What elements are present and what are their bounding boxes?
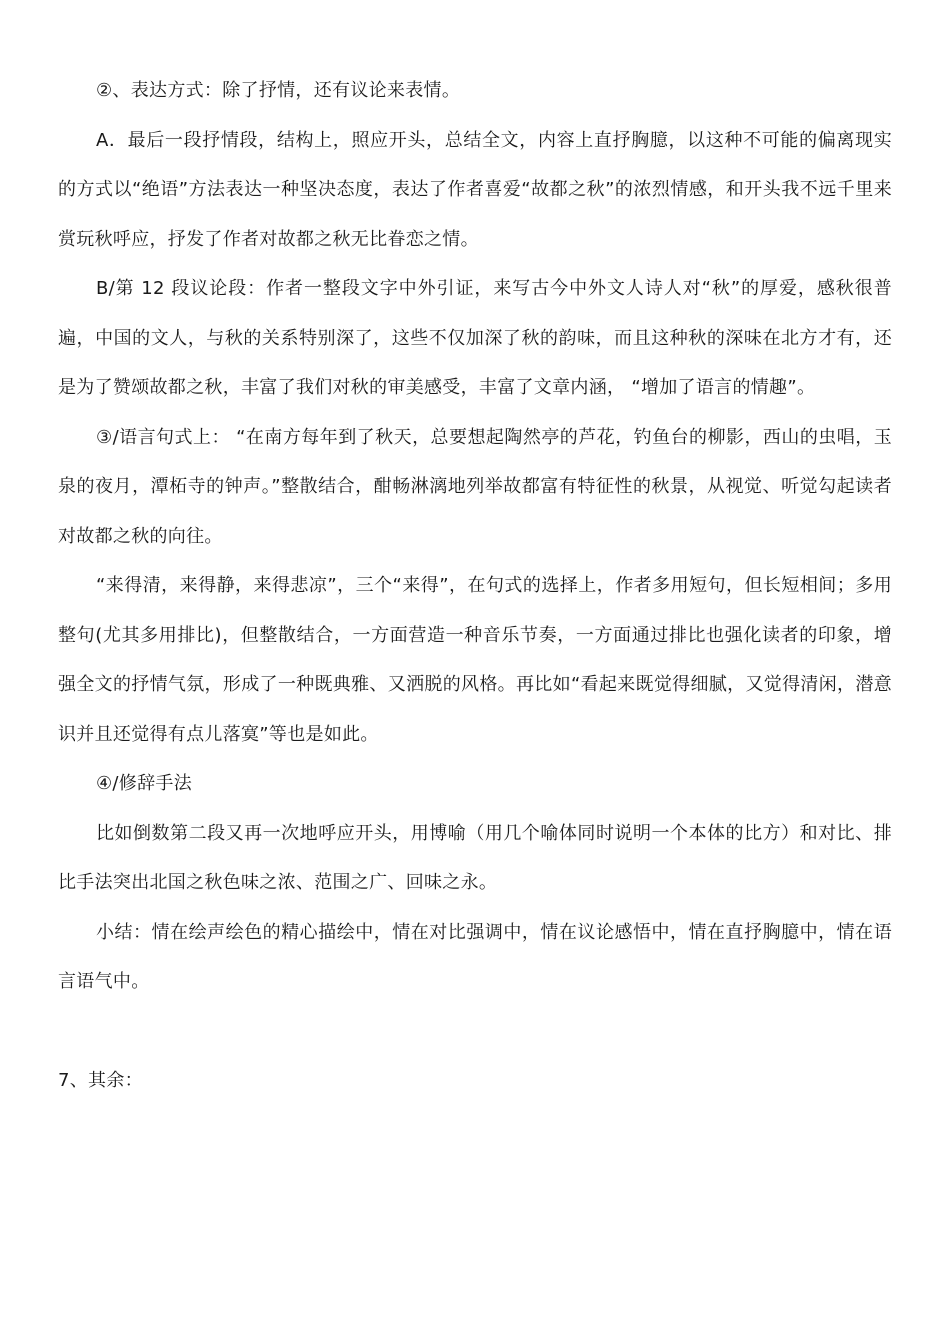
paragraph-point-a: A．最后一段抒情段，结构上，照应开头，总结全文，内容上直抒胸臆，以这种不可能的偏离现实的方式以“绝语”方法表达一种坚决态度，表达了作者喜爱“故都之秋”的浓烈情感，和开头我不远千里来赏玩秋呼应，抒发了作者对故都之秋无比眷恋之情。	[58, 129, 892, 250]
paragraph-sentence-patterns: ③/语言句式上： “在南方每年到了秋天，总要想起陶然亭的芦花，钓鱼台的柳影，西山的虫唱，玉泉的夜月，潭柘寺的钟声。”整散结合，酣畅淋漓地列举故都富有特征性的秋景，从视觉、听觉勾起读者对故都之秋的向往。	[58, 426, 892, 547]
paragraph-rhetoric-example: 比如倒数第二段又再一次地呼应开头，用博喻（用几个喻体同时说明一个本体的比方）和对比、排比手法突出北国之秋色味之浓、范围之广、回味之永。	[58, 822, 892, 893]
section-heading: 7、其余：	[58, 1070, 143, 1091]
blank-line	[58, 1007, 892, 1057]
paragraph-sentence-examples: “来得清，来得静，来得悲凉”，三个“来得”，在句式的选择上，作者多用短句，但长短相间；多用整句(尤其多用排比)，但整散结合，一方面营造一种音乐节奏，一方面通过排比也强化读者的印象，增强全文的抒情气氛，形成了一种既典雅、又洒脱的风格。再比如“看起来既觉得细腻，又觉得清闲，潜意识并且还觉得有点儿落寞”等也是如此。	[58, 575, 892, 745]
paragraph-expression-methods: ②、表达方式：除了抒情，还有议论来表情。	[96, 80, 461, 101]
paragraph-rhetoric-heading: ④/修辞手法	[96, 773, 193, 794]
paragraph-point-b: B/第 12 段议论段：作者一整段文字中外引证，来写古今中外文人诗人对“秋”的厚爱，感秋很普遍，中国的文人，与秋的关系特别深了，这些不仅加深了秋的韵味，而且这种秋的深味在北方才有，还是为了赞颂故都之秋，丰富了我们对秋的审美感受，丰富了文章内涵， “增加了语言的情趣”。	[58, 278, 892, 398]
paragraph-summary: 小结：情在绘声绘色的精心描绘中，情在对比强调中，情在议论感悟中，情在直抒胸臆中，情在语言语气中。	[58, 921, 892, 992]
document-page	[58, 66, 892, 1106]
